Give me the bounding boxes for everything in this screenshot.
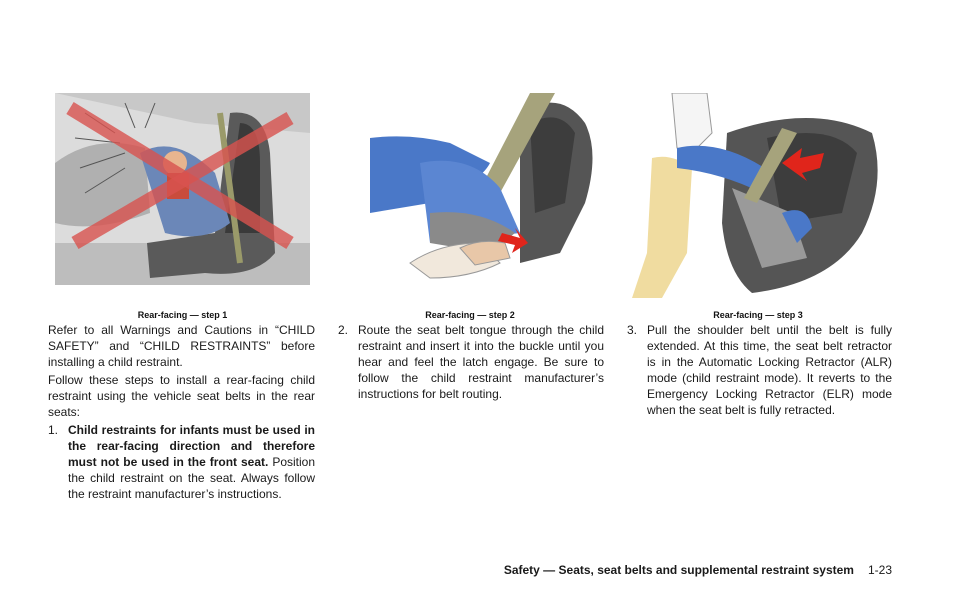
step-1-instruction: Position the child restraint on the seat. Always follow the restraint manufacturer’s instructions. [68,455,316,501]
pull-shoulder-belt-icon [632,93,884,298]
column-2 [338,322,604,402]
caption-step-3: Rear-facing — step 3 [713,310,803,320]
step-1-warning: Child restraints for infants must be used in the rear-facing direction and therefore must not be used in the front seat. [68,423,315,469]
caption-step-2: Rear-facing — step 2 [425,310,515,320]
step-3-number: 3. [627,323,638,337]
figure-step-1 [55,93,310,285]
step-2-number: 2. [338,323,349,337]
figure-step-2 [370,93,606,285]
step-1-number: 1. [48,423,59,437]
caption-step-1: Rear-facing — step 1 [137,310,228,320]
column-1 [48,322,315,502]
step-2-item [338,322,604,402]
column-3 [627,322,892,418]
intro-paragraph: Refer to all Warnings and Cautions in “CHILD SAFETY” and “CHILD RESTRAINTS” before installing a child restraint. [48,323,315,369]
page-footer [504,563,892,577]
step-1-item [48,422,315,502]
steps-intro-paragraph: Follow these steps to install a rear-facing child restraint using the vehicle seat belts in the rear seats: [48,373,315,419]
step-1-text [68,422,315,502]
step-3-text: Pull the shoulder belt until the belt is fully extended. At this time, the seat belt retractor is in the Automatic Locking Retractor (ALR) mode (child restraint mode). It reverts to the Emergency Locking Retractor (ELR) mode when the seat belt is fully retracted. [647,323,892,417]
step-3-item [627,322,892,418]
step-2-text: Route the seat belt tongue through the child restraint and insert it into the buckle until you hear and feel the latch engage. Be sure to follow the child restraint manufacturer’s instructions for belt routing. [358,323,604,401]
footer-section-title: Safety — Seats, seat belts and supplemental restraint system [503,563,854,577]
belt-tongue-into-buckle-icon [370,93,606,285]
figure-step-3 [632,93,884,298]
crossed-out-front-seat-airbag-icon [55,93,310,285]
page-number: 1-23 [867,563,892,577]
